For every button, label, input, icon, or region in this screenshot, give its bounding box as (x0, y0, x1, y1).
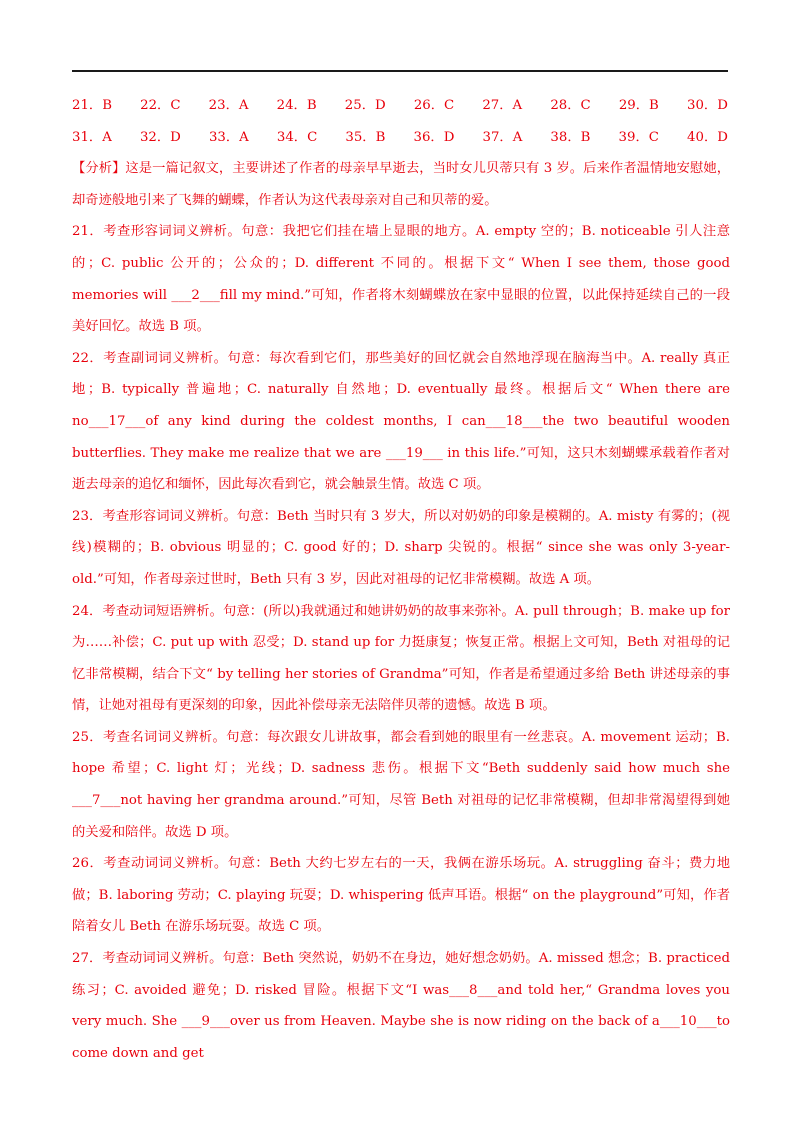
answer-28: 28．C (550, 98, 591, 113)
answer-35: 35．B (345, 129, 386, 145)
answer-25: 25．D (344, 98, 386, 113)
answer-24: 24．B (276, 98, 317, 113)
answer-row-2 (72, 122, 730, 154)
answer-21: 21．B (72, 98, 112, 113)
explanation-21: 21．考查形容词词义辨析。句意：我把它们挂在墙上显眼的地方。A. empty 空的；B. noticeable 引人注意的；C. public 公开的；公众的；D. different 不同的。根据下文“ When I see them, those good memories will ___2___fill my mind.”可知，作者将木刻蝴蝶放在家中显眼的位置，以此保持延续自己的一段美好回忆。故选 B 项。 (72, 224, 730, 335)
answer-32: 32．D (139, 129, 181, 145)
explanation-22: 22．考查副词词义辨析。句意：每次看到它们，那些美好的回忆就会自然地浮现在脑海当中。A. really 真正地；B. typically 普遍地；C. naturally 自然地；D. eventually 最终。根据后文“ When there are no___17___of any kind during the coldest months, I can___18___the two beautiful wooden butterflies. They make me realize that we are ___19___ in this life.”可知，这只木刻蝴蝶承载着作者对逝去母亲的追忆和缅怀，因此每次看到它，就会触景生情。故选 C 项。 (72, 350, 730, 493)
answer-29: 29．B (618, 98, 659, 113)
answer-37: 37．A (482, 129, 523, 145)
explanation-27: 27．考查动词词义辨析。句意：Beth 突然说，奶奶不在身边，她好想念奶奶。A. missed 想念；B. practiced 练习；C. avoided 避免；D. risked 冒险。根据下文“I was___8___and told her,“ Grandma loves you very much. She ___9___over us from Heaven. Maybe she is now riding on the back of a___10___to come down and get (72, 951, 730, 1061)
explanation-26: 26．考查动词词义辨析。句意：Beth 大约七岁左右的一天，我俩在游乐场玩。A. struggling 奋斗；费力地做；B. laboring 劳动；C. playing 玩耍；D. whispering 低声耳语。根据“ on the playground”可知，作者陪着女儿 Beth 在游乐场玩耍。故选 C 项。 (72, 856, 730, 935)
answer-30: 30．D (686, 98, 728, 113)
explanation-23: 23．考查形容词词义辨析。句意：Beth 当时只有 3 岁大，所以对奶奶的印象是模糊的。A. misty 有雾的；(视线)模糊的；B. obvious 明显的；C. good 好的；D. sharp 尖锐的。根据“ since she was only 3-year-old.”可知，作者母亲过世时，Beth 只有 3 岁，因此对祖母的记忆非常模糊。故选 A 项。 (72, 508, 730, 587)
answer-36: 36．D (413, 129, 455, 145)
answer-33: 33．A (208, 129, 249, 145)
answer-23: 23．A (208, 98, 249, 113)
analysis-paragraph (72, 153, 730, 216)
answer-explanation-page (72, 90, 730, 1069)
answer-row-1 (72, 90, 730, 122)
answer-39: 39．C (618, 129, 659, 145)
answer-22: 22．C (140, 98, 181, 113)
analysis-text: 这是一篇记叙文，主要讲述了作者的母亲早早逝去，当时女儿贝蒂只有 3 岁。后来作者温情地安慰她，却奇迹般地引来了飞舞的蝴蝶，作者认为这代表母亲对自己和贝蒂的爱。 (72, 161, 730, 208)
answer-27: 27．A (482, 98, 523, 113)
header-rule (72, 70, 728, 72)
explanation-25: 25．考查名词词义辨析。句意：每次跟女儿讲故事，都会看到她的眼里有一丝悲哀。A. movement 运动；B. hope 希望；C. light 灯；光线；D. sadness 悲伤。根据下文“Beth suddenly said how much she ___7___not having her grandma around.”可知，尽管 Beth 对祖母的记忆非常模糊，但却非常渴望得到她的关爱和陪伴。故选 D 项。 (72, 729, 730, 840)
answer-26: 26．C (413, 98, 455, 113)
answer-38: 38．B (550, 129, 591, 145)
answer-34: 34．C (276, 129, 318, 145)
answer-40: 40．D (687, 129, 728, 145)
analysis-tag: 【分析】 (72, 161, 126, 177)
answer-31: 31．A (72, 129, 112, 145)
explanation-24: 24．考查动词短语辨析。句意：(所以)我就通过和她讲奶奶的故事来弥补。A. pull through；B. make up for 为……补偿；C. put up with 忍受；D. stand up for 力挺康复；恢复正常。根据上文可知，Beth 对祖母的记忆非常模糊，结合下文“ by telling her stories of Grandma”可知，作者是希望通过多给 Beth 讲述母亲的事情，让她对祖母有更深刻的印象，因此补偿母亲无法陪伴贝蒂的遗憾。故选 B 项。 (72, 603, 730, 714)
